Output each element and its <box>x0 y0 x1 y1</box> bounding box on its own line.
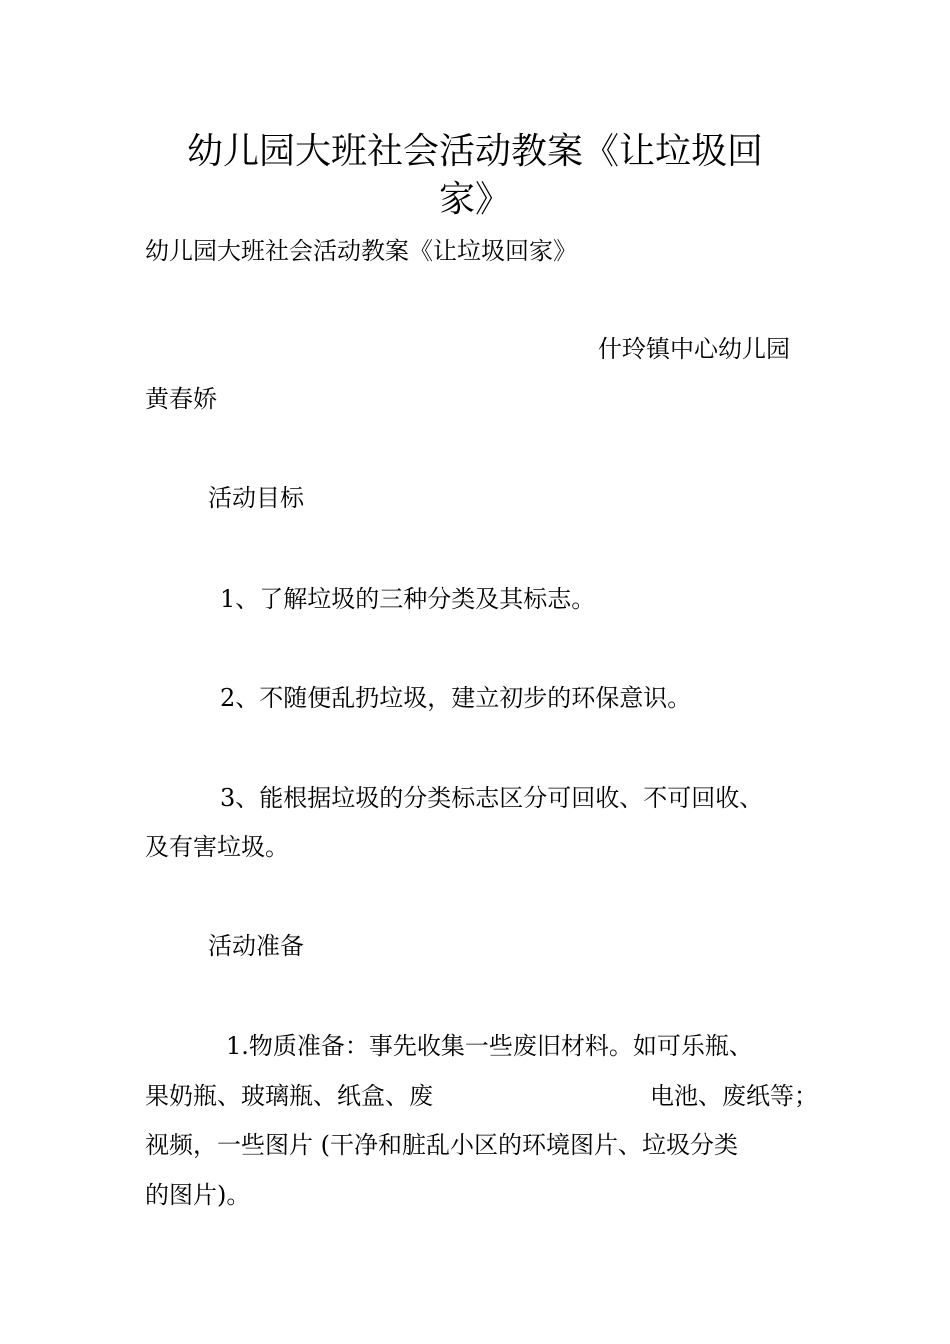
section-heading-goals: 活动目标 <box>208 484 304 512</box>
prep-item-1-line-2a: 果奶瓶、玻璃瓶、纸盒、废 <box>145 1082 433 1110</box>
section-heading-preparation: 活动准备 <box>208 932 304 960</box>
school-name: 什玲镇中心幼儿园 <box>598 335 790 363</box>
author-name: 黄春娇 <box>145 385 217 413</box>
goal-item-1: 1、了解垃圾的三种分类及其标志。 <box>220 585 596 613</box>
goal-item-2: 2、不随便乱扔垃圾，建立初步的环保意识。 <box>220 684 692 712</box>
prep-item-1-line-4: 的图片)。 <box>145 1181 251 1209</box>
goal-item-3-line-2: 及有害垃圾。 <box>145 833 289 861</box>
prep-item-1-line-2b: 电池、废纸等； <box>650 1082 818 1110</box>
document-title-line-2: 家》 <box>438 179 511 220</box>
document-title-line-1: 幼儿园大班社会活动教案《让垃圾回 <box>186 131 763 172</box>
document-subtitle: 幼儿园大班社会活动教案《让垃圾回家》 <box>145 237 577 265</box>
goal-item-3-line-1: 3、能根据垃圾的分类标志区分可回收、不可回收、 <box>220 784 764 812</box>
prep-item-1-line-1: 1.物质准备：事先收集一些废旧材料。如可乐瓶、 <box>226 1032 753 1060</box>
prep-item-1-line-3: 视频，一些图片 (干净和脏乱小区的环境图片、垃圾分类 <box>145 1131 738 1159</box>
